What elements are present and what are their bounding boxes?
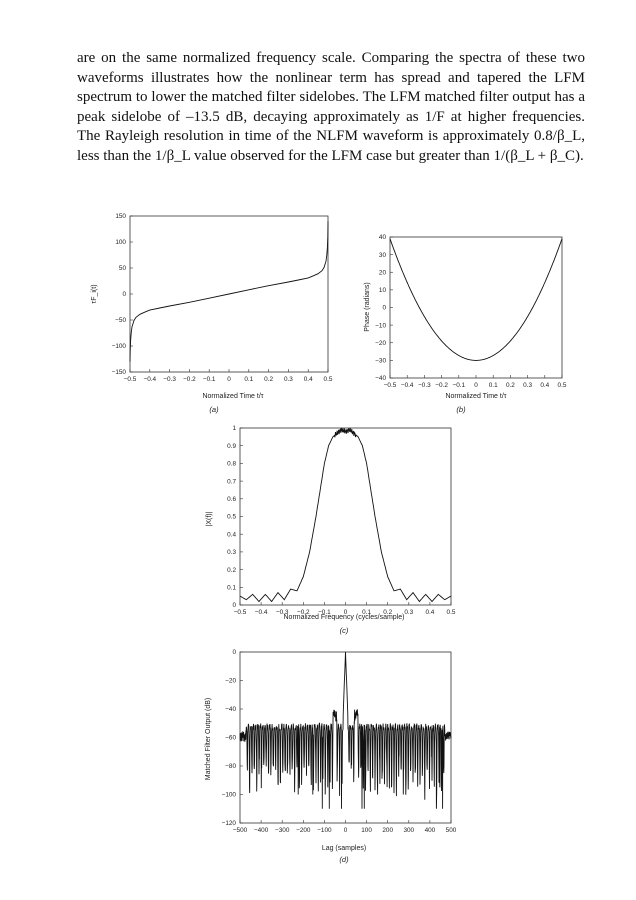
chart-b-ylabel: Phase (radians) <box>364 282 371 332</box>
para-line-4: has a peak sidelobe of –13.5 dB, decaying approximately as 1/F at higher <box>77 89 585 125</box>
chart-b-xlabel: Normalized Time t/τ <box>445 393 507 400</box>
chart-c-ytick-label: 0.7 <box>227 478 236 486</box>
chart-a-xtick-label: −0.1 <box>202 376 216 383</box>
chart-a-ylabel: τF_i(t) <box>91 284 98 304</box>
chart-c-xtick-label: −0.2 <box>296 609 310 616</box>
para-line-2: waveforms illustrates how the nonlinear term has spread and tapered the LFM <box>77 69 585 86</box>
chart-d-ytick-label: −80 <box>225 763 236 771</box>
chart-c-frame <box>240 428 451 605</box>
chart-b-ytick-label: −30 <box>375 357 386 365</box>
chart-c-ytick-label: 0 <box>232 602 236 610</box>
chart-b-ytick-label: 30 <box>378 251 386 259</box>
chart-c-xtick-label: −0.4 <box>254 609 268 616</box>
chart-c-xtick-label: 0.3 <box>404 609 414 616</box>
chart-a-xtick-label: 0 <box>227 376 231 383</box>
chart-b-ytick-label: 0 <box>382 304 386 312</box>
chart-c-ytick-label: 0.6 <box>227 496 236 503</box>
chart-a-ytick-label: −150 <box>111 369 126 377</box>
chart-b-xtick-label: −0.2 <box>435 382 448 389</box>
chart-c-ytick-label: 0.2 <box>227 566 236 574</box>
para-line-5: frequencies. The Rayleigh resolution in time of the NLFM waveform is <box>77 108 585 145</box>
chart-b-ytick-label: −20 <box>375 339 386 347</box>
chart-b-xtick-label: 0.3 <box>523 382 533 389</box>
chart-d-xtick-label: 0 <box>343 827 348 834</box>
chart-a-ytick-label: −50 <box>115 317 126 325</box>
para-line-7: greater than 1/(β_L + β_C). <box>418 147 584 164</box>
chart-a-ytick-label: 50 <box>118 265 126 273</box>
chart-d-ytick-label: −100 <box>221 791 236 799</box>
chart-a-ytick-label: −100 <box>111 343 126 351</box>
chart-b-xtick-label: 0.1 <box>488 382 498 389</box>
chart-c-xtick-label: 0.5 <box>446 609 456 616</box>
chart-b-xtick-label: −0.3 <box>418 382 431 389</box>
chart-b-series-line <box>390 239 562 361</box>
chart-a-xtick-label: −0.2 <box>183 376 196 383</box>
chart-b-xtick-label: −0.1 <box>452 382 466 389</box>
chart-c-xtick-label: −0.3 <box>275 609 289 616</box>
chart-c-xtick-label: 0.4 <box>425 609 435 616</box>
para-line-6: approximately 0.8/β_L, less than the 1/β_L value observed for the LFM case but <box>77 128 585 164</box>
chart-d-ytick-label: −40 <box>225 706 236 714</box>
chart-c-xtick-label: 0.1 <box>362 609 372 616</box>
chart-a-ytick-label: 0 <box>122 291 126 299</box>
chart-d-ytick-label: −120 <box>221 820 236 828</box>
chart-b-xtick-label: −0.5 <box>383 382 397 389</box>
chart-d-ytick-label: 0 <box>232 649 236 657</box>
chart-a-xtick-label: 0.4 <box>303 376 313 383</box>
chart-d-caption: (d) <box>339 855 349 864</box>
chart-d-xtick-label: −400 <box>253 827 269 834</box>
chart-b-xtick-label: 0 <box>474 382 478 389</box>
chart-d-xtick-label: 200 <box>382 827 394 834</box>
chart-a-xtick-label: 0.1 <box>244 376 254 383</box>
chart-b-caption: (b) <box>456 405 466 414</box>
chart-c-ytick-label: 0.3 <box>227 549 236 557</box>
chart-a-caption: (a) <box>209 405 219 414</box>
chart-a-ytick-label: 100 <box>115 239 126 247</box>
chart-c-caption: (c) <box>339 626 349 635</box>
chart-d-xtick-label: 500 <box>445 827 457 834</box>
chart-d-ytick-label: −60 <box>225 734 236 742</box>
chart-b-xtick-label: 0.5 <box>557 382 567 389</box>
chart-b-ytick-label: 10 <box>378 287 386 295</box>
chart-c-ytick-label: 0.9 <box>227 442 236 450</box>
chart-a-xtick-label: 0.3 <box>283 376 293 383</box>
chart-c-ylabel: |X(f)| <box>206 511 213 527</box>
chart-d-xtick-label: 100 <box>361 827 372 834</box>
chart-c-series-line <box>240 428 451 602</box>
chart-c-xtick-label: 0 <box>343 609 348 616</box>
chart-b-ytick-label: 20 <box>378 269 386 277</box>
chart-c-ytick-label: 0.5 <box>227 513 236 521</box>
chart-d-ylabel: Matched Filter Output (dB) <box>205 697 212 781</box>
chart-c-ytick-label: 0.8 <box>227 460 236 468</box>
chart-b-xtick-label: −0.4 <box>400 382 414 389</box>
chart-b-ytick-label: 40 <box>378 234 386 242</box>
chart-a-xlabel: Normalized Time t/τ <box>202 393 264 400</box>
chart-d-xtick-label: −200 <box>296 827 311 834</box>
chart-a-xtick-label: −0.3 <box>163 376 176 383</box>
chart-b-frame <box>390 237 562 378</box>
chart-a-xtick-label: −0.5 <box>123 376 137 383</box>
chart-b-ytick-label: −10 <box>375 322 386 330</box>
chart-a-xtick-label: 0.5 <box>323 376 333 383</box>
para-line-1: are on the same normalized frequency scale. Comparing the spectra of these two <box>77 50 585 66</box>
chart-c-ytick-label: 0.4 <box>227 531 236 539</box>
chart-c-ytick-label: 0.1 <box>227 584 236 592</box>
chart-a-xtick-label: 0.2 <box>264 376 274 383</box>
chart-c-xtick-label: 0.2 <box>383 609 393 616</box>
chart-d-xtick-label: −100 <box>317 827 332 834</box>
chart-d-xlabel: Lag (samples) <box>321 845 367 852</box>
chart-a-series-line <box>130 221 328 361</box>
chart-a-xtick-label: −0.4 <box>143 376 157 383</box>
chart-b-ytick-label: −40 <box>375 375 386 383</box>
chart-b-xtick-label: 0.2 <box>505 382 515 389</box>
chart-c-ytick-label: 1 <box>232 425 236 433</box>
chart-d-xtick-label: 300 <box>403 827 415 834</box>
chart-d-series-line <box>240 652 451 809</box>
chart-d-xtick-label: −300 <box>274 827 290 834</box>
chart-b-xtick-label: 0.4 <box>540 382 550 389</box>
chart-d-xtick-label: −500 <box>232 827 248 834</box>
para-line-3: spectrum to lower the matched filter sidelobes. The LFM matched filter output <box>77 89 555 106</box>
chart-a-ytick-label: 150 <box>115 213 126 221</box>
chart-c-xlabel: Normalized Frequency (cycles/sample) <box>283 614 405 621</box>
chart-d-xtick-label: 400 <box>424 827 436 834</box>
chart-c-xtick-label: −0.1 <box>318 609 331 616</box>
chart-c-xtick-label: −0.5 <box>233 609 247 616</box>
chart-d-ytick-label: −20 <box>225 677 236 685</box>
